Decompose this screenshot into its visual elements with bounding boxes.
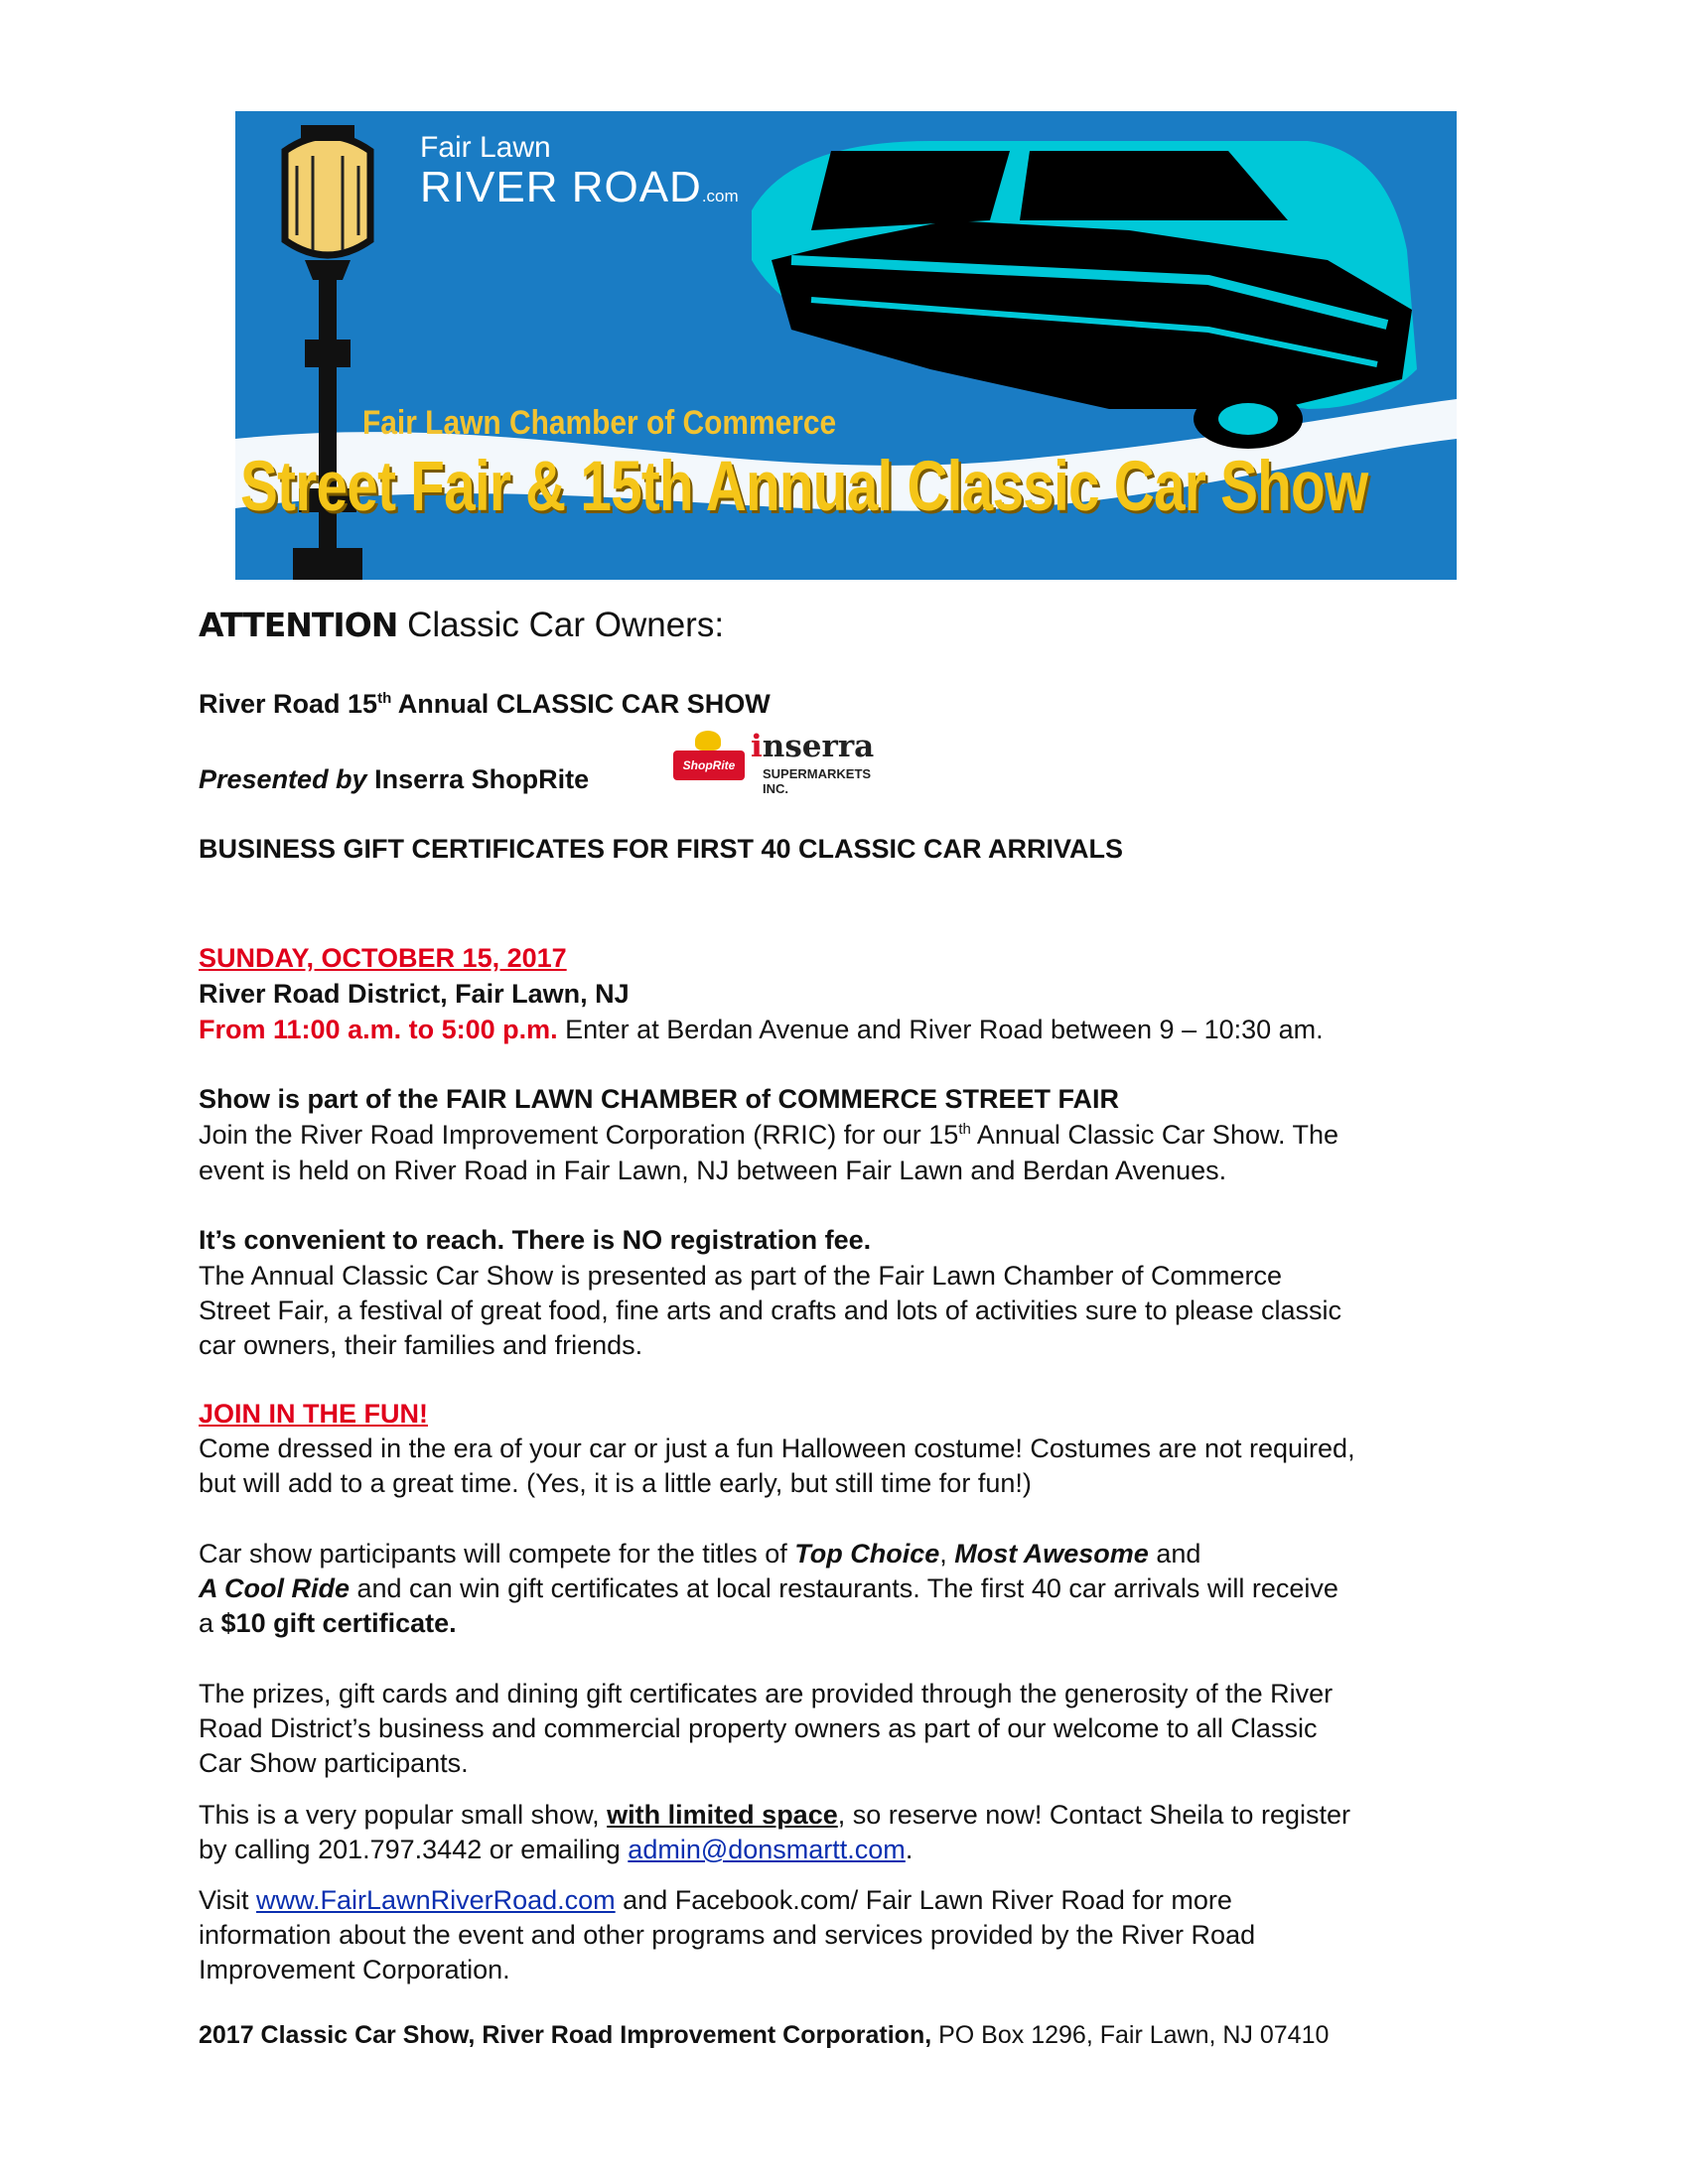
prizes-line-3-a: a xyxy=(199,1608,221,1638)
fair-line-1-sup: th xyxy=(958,1121,971,1138)
site-name-logo xyxy=(420,163,739,212)
inserra-logo-initial: i xyxy=(751,729,763,764)
reserve-line-1 xyxy=(199,1798,1529,1834)
gift-certificate-amount: $10 gift certificate. xyxy=(220,1608,457,1638)
convenient-line-3: car owners, their families and friends. xyxy=(199,1330,643,1360)
prizes-line-1 xyxy=(199,1537,1529,1572)
show-title xyxy=(199,687,1529,723)
show-title-sup: th xyxy=(377,690,392,707)
attention-word: ATTENTION xyxy=(199,606,398,644)
reserve-line-1-c: , so reserve now! Contact Sheila to register xyxy=(837,1800,1350,1830)
reserve-line-2-end: . xyxy=(905,1835,914,1864)
visit-line-1-a: Visit xyxy=(199,1885,257,1915)
generosity-line-3: Car Show participants. xyxy=(199,1748,469,1778)
generosity-line-1: The prizes, gift cards and dining gift certificates are provided through the generosity of the River xyxy=(199,1679,1334,1708)
fair-line-1-post: Annual Classic Car Show. The xyxy=(970,1120,1339,1150)
visit-line-2: information about the event and other programs and services provided by the River Road xyxy=(199,1920,1256,1950)
event-time: From 11:00 a.m. to 5:00 p.m. xyxy=(199,1015,558,1044)
reserve-line-1-a: This is a very popular small show, xyxy=(199,1800,608,1830)
convenient-heading: It’s convenient to reach. There is NO registration fee. xyxy=(199,1225,872,1255)
sponsor-logos xyxy=(673,729,897,796)
visit-line-3: Improvement Corporation. xyxy=(199,1955,510,1984)
show-title-pre: River Road 15 xyxy=(199,689,378,719)
shoprite-cart-icon xyxy=(695,731,721,751)
fun-line-1: Come dressed in the era of your car or just a fun Halloween costume! Costumes are not required, xyxy=(199,1433,1355,1463)
attention-rest: Classic Car Owners: xyxy=(397,606,725,644)
prize-title-cool-ride: A Cool Ride xyxy=(199,1573,350,1603)
fair-line-1-pre: Join the River Road Improvement Corporation (RRIC) for our 15 xyxy=(199,1120,959,1150)
shoprite-logo: ShopRite xyxy=(673,751,745,780)
limited-space-emphasis: with limited space xyxy=(607,1800,838,1830)
visit-line-1-b: and Facebook.com/ Fair Lawn River Road for more xyxy=(615,1885,1232,1915)
website-link[interactable]: www.FairLawnRiverRoad.com xyxy=(256,1885,616,1915)
generosity-line-2: Road District’s business and commercial property owners as part of our welcome to all Classic xyxy=(199,1713,1318,1743)
prize-title-top-choice: Top Choice xyxy=(794,1539,940,1569)
inserra-logo-text: nserra xyxy=(762,729,875,764)
prizes-line-2 xyxy=(199,1571,1529,1607)
event-location: River Road District, Fair Lawn, NJ xyxy=(199,979,630,1009)
inserra-subtitle: SUPERMARKETS INC. xyxy=(763,766,872,796)
prizes-line-2-rest: and can win gift certificates at local restaurants. The first 40 car arrivals will receive xyxy=(350,1573,1338,1603)
prizes-line-1-a: Car show participants will compete for the titles of xyxy=(199,1539,795,1569)
event-entry: Enter at Berdan Avenue and River Road between 9 – 10:30 am. xyxy=(557,1015,1324,1044)
reserve-line-2 xyxy=(199,1833,1529,1868)
event-date: SUNDAY, OCTOBER 15, 2017 xyxy=(199,943,567,973)
convenient-line-2: Street Fair, a festival of great food, fine arts and crafts and lots of activities sure to please classic xyxy=(199,1296,1342,1325)
presented-by-label: Presented by xyxy=(199,764,367,794)
footer-po-box: PO Box 1296, Fair Lawn, NJ 07410 xyxy=(931,2021,1330,2049)
presenter-name: Inserra ShopRite xyxy=(366,764,590,794)
event-banner xyxy=(235,111,1457,580)
footer-address xyxy=(199,2018,1529,2054)
prize-title-most-awesome: Most Awesome xyxy=(954,1539,1149,1569)
site-name-com: .com xyxy=(701,187,739,205)
fair-line-2: event is held on River Road in Fair Lawn, NJ between Fair Lawn and Berdan Avenues. xyxy=(199,1156,1227,1185)
event-time-line xyxy=(199,1013,1529,1048)
site-name-big: RIVER ROAD xyxy=(420,163,702,211)
chamber-subtitle: Fair Lawn Chamber of Commerce xyxy=(362,404,837,442)
prizes-line-3 xyxy=(199,1606,1529,1642)
site-name-small: Fair Lawn xyxy=(420,131,551,164)
footer-organization: 2017 Classic Car Show, River Road Improvement Corporation, xyxy=(199,2021,932,2049)
gift-certificates-line: BUSINESS GIFT CERTIFICATES FOR FIRST 40 CLASSIC CAR ARRIVALS xyxy=(199,834,1124,864)
attention-heading xyxy=(199,608,1529,643)
show-title-post: Annual CLASSIC CAR SHOW xyxy=(391,689,771,719)
banner-title: Street Fair & 15th Annual Classic Car Show xyxy=(240,448,1368,526)
fair-heading: Show is part of the FAIR LAWN CHAMBER of COMMERCE STREET FAIR xyxy=(199,1084,1119,1114)
contact-email-link[interactable]: admin@donsmartt.com xyxy=(628,1835,906,1864)
classic-car-icon xyxy=(752,141,1417,449)
convenient-line-1: The Annual Classic Car Show is presented as part of the Fair Lawn Chamber of Commerce xyxy=(199,1261,1282,1291)
fun-heading: JOIN IN THE FUN! xyxy=(199,1399,429,1429)
reserve-line-2-a: by calling 201.797.3442 or emailing xyxy=(199,1835,629,1864)
fair-line-1 xyxy=(199,1118,1529,1154)
inserra-logo xyxy=(751,729,874,764)
visit-line-1 xyxy=(199,1883,1529,1919)
prizes-line-1-c: and xyxy=(1148,1539,1201,1569)
prizes-line-1-b: , xyxy=(939,1539,955,1569)
fun-line-2: but will add to a great time. (Yes, it is a little early, but still time for fun!) xyxy=(199,1468,1032,1498)
